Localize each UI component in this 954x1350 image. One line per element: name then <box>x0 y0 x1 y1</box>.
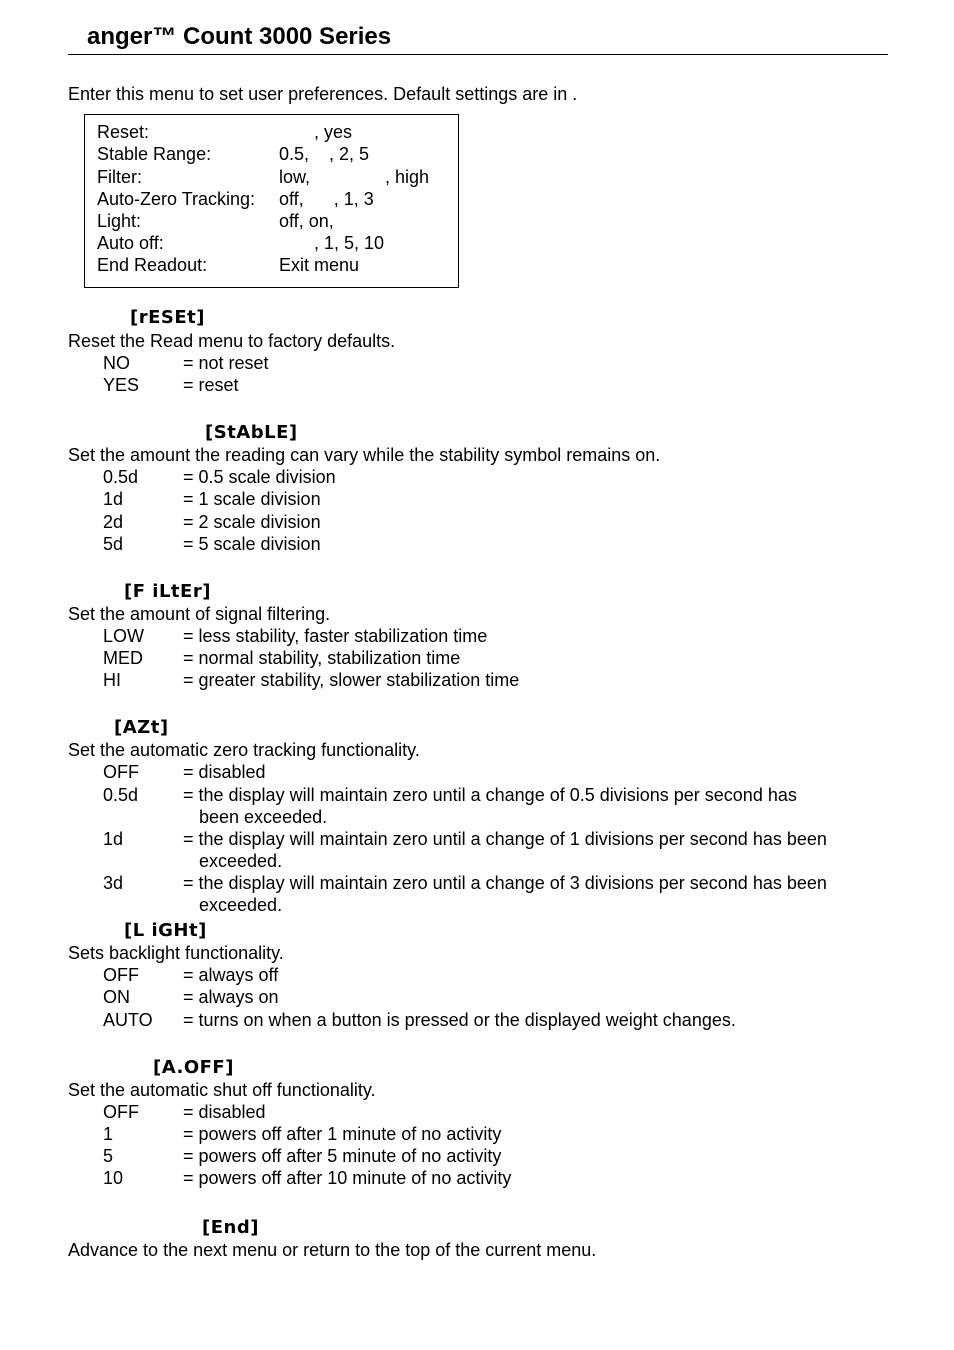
option-text: = not reset <box>183 353 269 373</box>
option-key: ON <box>103 987 130 1007</box>
option-text: = reset <box>183 375 239 395</box>
filter-display-code: [F iLtEr] <box>124 581 211 602</box>
setting-name: Light: <box>97 211 142 231</box>
setting-values: 0.5, , 2, 5 <box>279 144 370 164</box>
setting-name: Auto off: <box>97 233 164 253</box>
option-text: = powers off after 1 minute of no activity <box>183 1124 502 1144</box>
settings-summary-box <box>84 114 459 288</box>
option-key: OFF <box>103 965 139 985</box>
option-text: = 2 scale division <box>183 512 321 532</box>
option-text: = disabled <box>183 1102 266 1122</box>
setting-values: , 1, 5, 10 <box>279 233 385 253</box>
option-key: MED <box>103 648 143 668</box>
page-header <box>68 22 888 55</box>
option-text: = always on <box>183 987 279 1007</box>
option-key: 2d <box>103 512 124 532</box>
light-display-code: [L iGHt] <box>124 920 207 941</box>
stable-display-code: [StAbLE] <box>205 422 298 443</box>
option-text: = powers off after 10 minute of no activity <box>183 1168 512 1188</box>
end-description: Advance to the next menu or return to the top of the current menu. <box>68 1240 597 1260</box>
option-text: = powers off after 5 minute of no activity <box>183 1146 502 1166</box>
option-text: = 1 scale division <box>183 489 321 509</box>
setting-values: Exit menu <box>279 255 360 275</box>
option-text-continuation: exceeded. <box>199 851 283 871</box>
option-text: = normal stability, stabilization time <box>183 648 461 668</box>
intro-text: Enter this menu to set user preferences. Default settings are in . <box>68 84 578 104</box>
azt-display-code: [AZt] <box>114 717 169 738</box>
option-key: OFF <box>103 762 139 782</box>
option-key: 5 <box>103 1146 114 1166</box>
option-key: 0.5d <box>103 785 139 805</box>
aoff-display-code: [A.OFF] <box>153 1057 234 1078</box>
option-key: AUTO <box>103 1010 153 1030</box>
option-text: = 5 scale division <box>183 534 321 554</box>
reset-display-code: [rESEt] <box>130 307 205 328</box>
option-key: YES <box>103 375 140 395</box>
setting-values: off, on, <box>279 211 334 231</box>
option-key: 3d <box>103 873 124 893</box>
option-key: NO <box>103 353 130 373</box>
option-text-continuation: been exceeded. <box>199 807 328 827</box>
option-text-continuation: exceeded. <box>199 895 283 915</box>
option-key: 1d <box>103 829 124 849</box>
option-text: = less stability, faster stabilization time <box>183 626 488 646</box>
light-description: Sets backlight functionality. <box>68 943 284 963</box>
option-text: = the display will maintain zero until a change of 0.5 divisions per second has <box>183 785 797 805</box>
option-text: = turns on when a button is pressed or the displayed weight changes. <box>183 1010 736 1030</box>
page-title: anger™ Count 3000 Series <box>87 23 392 50</box>
option-text: = greater stability, slower stabilization time <box>183 670 520 690</box>
filter-description: Set the amount of signal filtering. <box>68 604 331 624</box>
option-text: = the display will maintain zero until a change of 1 divisions per second has been <box>183 829 827 849</box>
option-key: 5d <box>103 534 124 554</box>
option-text: = always off <box>183 965 279 985</box>
setting-name: Filter: <box>97 167 142 187</box>
option-key: LOW <box>103 626 145 646</box>
option-text: = the display will maintain zero until a change of 3 divisions per second has been <box>183 873 827 893</box>
setting-name: Stable Range: <box>97 144 212 164</box>
setting-values: low, , high <box>279 167 430 187</box>
aoff-description: Set the automatic shut off functionality. <box>68 1080 376 1100</box>
setting-values: , yes <box>279 122 353 142</box>
end-display-code: [End] <box>202 1217 259 1238</box>
option-key: 0.5d <box>103 467 139 487</box>
azt-description: Set the automatic zero tracking functionality. <box>68 740 420 760</box>
setting-name: Reset: <box>97 122 150 142</box>
option-key: OFF <box>103 1102 139 1122</box>
setting-values: off, , 1, 3 <box>279 189 374 209</box>
option-key: 10 <box>103 1168 124 1188</box>
option-key: 1 <box>103 1124 114 1144</box>
option-key: HI <box>103 670 121 690</box>
reset-description: Reset the Read menu to factory defaults. <box>68 331 396 351</box>
option-key: 1d <box>103 489 124 509</box>
setting-name: Auto-Zero Tracking: <box>97 189 256 209</box>
option-text: = disabled <box>183 762 266 782</box>
setting-name: End Readout: <box>97 255 208 275</box>
option-text: = 0.5 scale division <box>183 467 336 487</box>
stable-description: Set the amount the reading can vary while the stability symbol remains on. <box>68 445 661 465</box>
